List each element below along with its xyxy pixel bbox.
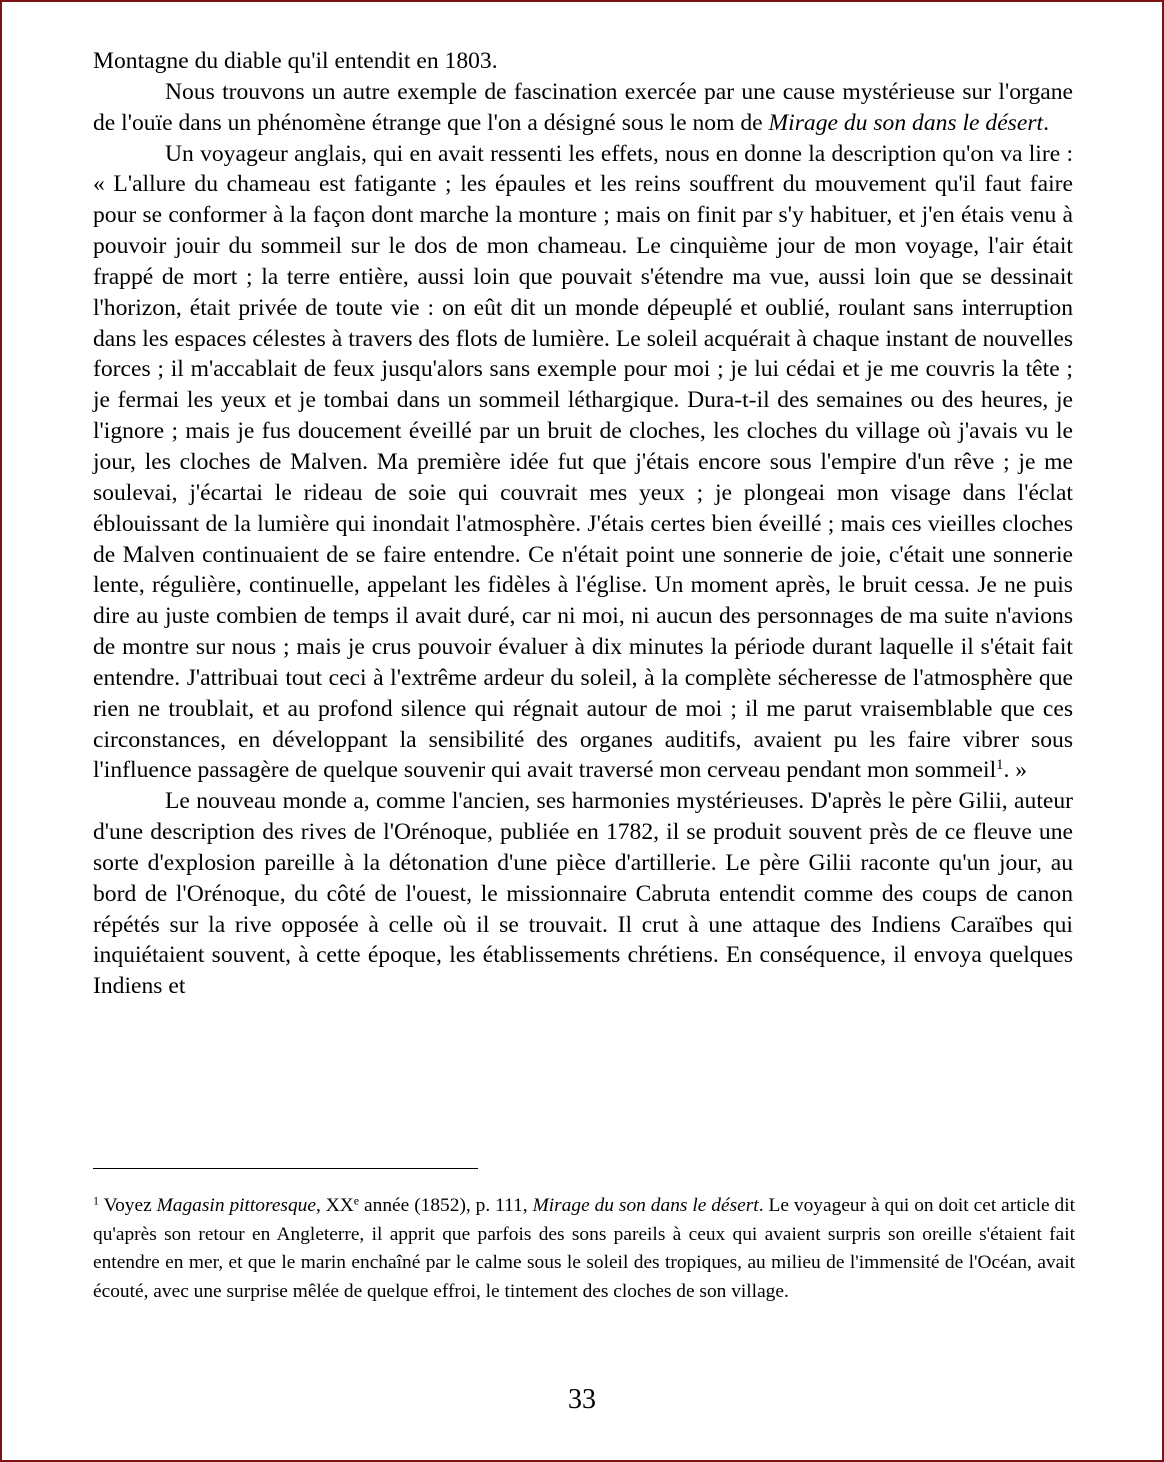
footnote-century-sup: e: [353, 1193, 360, 1208]
paragraph-3-text: Un voyageur anglais, qui en avait ressenti les effets, nous en donne la description qu'on va lire : « L'allure du chameau est fatigante ; les épaules et les reins souffrent du mouvement qu'il faut faire pour se conformer à la façon dont marche la monture ; mais on finit par s'y habituer, et j'en étais venu à pouvoir jouir du sommeil sur le dos de mon chameau. Le cinquième jour de mon voyage, l'air était frappé de mort ; la terre entière, aussi loin que pouvait s'étendre ma vue, aussi loin que se dessinait l'horizon, était privée de toute vie : on eût dit un monde dépeuplé et oublié, roulant sans interruption dans les espaces célestes à travers des flots de lumière. Le soleil acquérait à chaque instant de nouvelles forces ; il m'accablait de feux jusqu'alors sans exemple pour moi ; je lui cédai et je me couvris la tête ; je fermai les yeux et je tombai dans un sommeil léthargique. Dura-t-il des semaines ou des heures, je l'ignore ; mais je fus doucement éveillé par un bruit de cloches, les cloches du village où j'avais vu le jour, les cloches de Malven. Ma première idée fut que j'étais encore sous l'empire d'un rêve ; je me soulevai, j'écartai le rideau de soie qui couvrait mes yeux ; je plongeai mon visage dans l'éclat éblouissant de la lumière qui inondait l'atmosphère. J'étais certes bien éveillé ; mais ces vieilles cloches de Malven continuaient de se faire entendre. Ce n'était point une sonnerie de joie, c'était une sonnerie lente, régulière, continuelle, appelant les fidèles à l'église. Un moment après, le bruit cessa. Je ne puis dire au juste combien de temps il avait duré, car ni moi, ni aucun des personnages de ma suite n'avions de montre sur nous ; mais je crus pouvoir évaluer à dix minutes la période durant laquelle il s'était fait entendre. J'attribuai tout ceci à l'extrême ardeur du soleil, à la complète sécheresse de l'atmosphère que rien ne troublait, et au profond silence qui régnait autour de moi ; il me parut vraisemblable que ces circonstances, en développant la sensibilité des organes auditifs, avaient pu les faire vibrer sous l'influence passagère de quelque souvenir qui avait traversé mon cerveau pendant mon sommeil: [93, 140, 1073, 784]
page-number: 33: [568, 1384, 596, 1415]
footnote-reference[interactable]: 1: [996, 757, 1004, 774]
footnote-source-italic: Magasin pittoresque: [156, 1195, 316, 1216]
body-text: [93, 46, 1073, 1002]
footnote-title-italic: Mirage du son dans le désert: [532, 1195, 759, 1216]
footnote: [93, 1192, 1075, 1306]
footnote-text: . Le voyageur à qui on doit cet article dit qu'après son retour en Angleterre, il apprit que parfois des sons pareils à ceux qui avaient surpris son oreille s'étaient fait entendre en mer, et que le marin enchaîné par le calme sous le soleil des tropiques, au milieu de l'immensité de l'Océan, avait écouté, avec une surprise mêlée de quelque effroi, le tintement des cloches de son village.: [93, 1195, 1076, 1302]
paragraph-2: [93, 77, 1073, 139]
footnote-number: 1: [93, 1193, 100, 1208]
footnote-separator: [93, 1168, 478, 1169]
paragraph-4: Le nouveau monde a, comme l'ancien, ses harmonies mystérieuses. D'après le père Gilii, auteur d'une description des rives de l'Orénoque, publiée en 1782, il se produit souvent près de ce fleuve une sorte d'explosion pareille à la détonation d'une pièce d'artillerie. Le père Gilii raconte qu'un jour, au bord de l'Orénoque, du côté de l'ouest, le missionnaire Cabruta entendit comme des coups de canon répétés sur la rive opposée à celle où il se trouvait. Il crut à une attaque des Indiens Caraïbes qui inquiétaient souvent, à cette époque, les établissements chrétiens. En conséquence, il envoya quelques Indiens et: [93, 788, 1073, 1000]
footnote-sep: , XX: [315, 1195, 354, 1216]
paragraph-2-italic-title: Mirage du son dans le désert: [768, 109, 1044, 136]
paragraph-2-end: .: [1043, 109, 1049, 136]
paragraph-1: Montagne du diable qu'il entendit en 1803.: [93, 48, 498, 74]
paragraph-3-end: . »: [1003, 757, 1028, 784]
footnote-details: année (1852), p. 111,: [359, 1195, 533, 1216]
footnote-voyez: Voyez: [99, 1195, 157, 1216]
paragraph-3: [93, 139, 1073, 787]
paragraph-2-text: Nous trouvons un autre exemple de fascination exercée par une cause mystérieuse sur l'organe de l'ouïe dans un phénomène étrange que l'on a désigné sous le nom de: [93, 78, 1073, 136]
